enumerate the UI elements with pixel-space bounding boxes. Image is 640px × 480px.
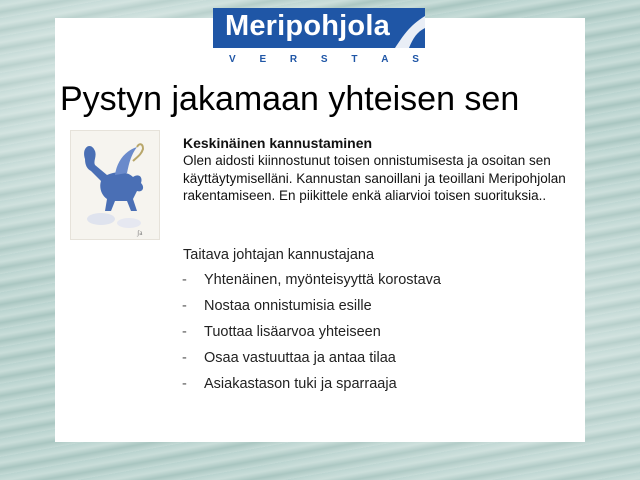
list-item xyxy=(182,322,441,348)
logo-subtitle xyxy=(213,54,425,65)
list-item-text: Nostaa onnistumisia esille xyxy=(204,298,372,314)
list-item xyxy=(182,348,441,374)
bullet-marker: - xyxy=(182,350,187,366)
bullet-list xyxy=(182,270,441,400)
list-item-text: Tuottaa lisäarvoa yhteiseen xyxy=(204,324,381,340)
logo-letter: E xyxy=(259,54,267,65)
logo-letter: T xyxy=(351,54,358,65)
section-heading: Keskinäinen kannustaminen xyxy=(183,135,373,151)
list-item-text: Asiakastason tuki ja sparraaja xyxy=(204,376,397,392)
meripohjola-logo xyxy=(213,8,425,65)
logo-name: Meripohjola xyxy=(225,10,390,42)
logo-letter: S xyxy=(412,54,419,65)
slide-title: Pystyn jakamaan yhteisen sen xyxy=(60,80,520,118)
bullet-marker: - xyxy=(182,272,187,288)
logo-box xyxy=(213,8,425,48)
logo-letter: S xyxy=(320,54,328,65)
list-item-text: Osaa vastuuttaa ja antaa tilaa xyxy=(204,350,396,366)
svg-text:ʃa: ʃa xyxy=(137,229,143,237)
logo-letter: R xyxy=(289,54,298,65)
wave-icon xyxy=(385,8,425,48)
list-item-text: Yhtenäinen, myönteisyyttä korostava xyxy=(204,272,441,288)
winged-horse-drawing-icon xyxy=(70,130,160,240)
bullet-marker: - xyxy=(182,376,187,392)
logo-letter: A xyxy=(381,54,389,65)
list-heading: Taitava johtajan kannustajana xyxy=(183,247,375,263)
bullet-marker: - xyxy=(182,298,187,314)
list-item xyxy=(182,270,441,296)
list-item xyxy=(182,374,441,400)
list-item xyxy=(182,296,441,322)
section-body: Olen aidosti kiinnostunut toisen onnistumisesta ja osoitan sen käyttäytymiselläni. Kannustan sanoillani ja teoillani Meripohjolan rakentamiseen. En piikittele enkä aliarvioi toisen suorituksia.. xyxy=(183,153,566,203)
bullet-marker: - xyxy=(182,324,187,340)
logo-letter: V xyxy=(229,54,236,65)
